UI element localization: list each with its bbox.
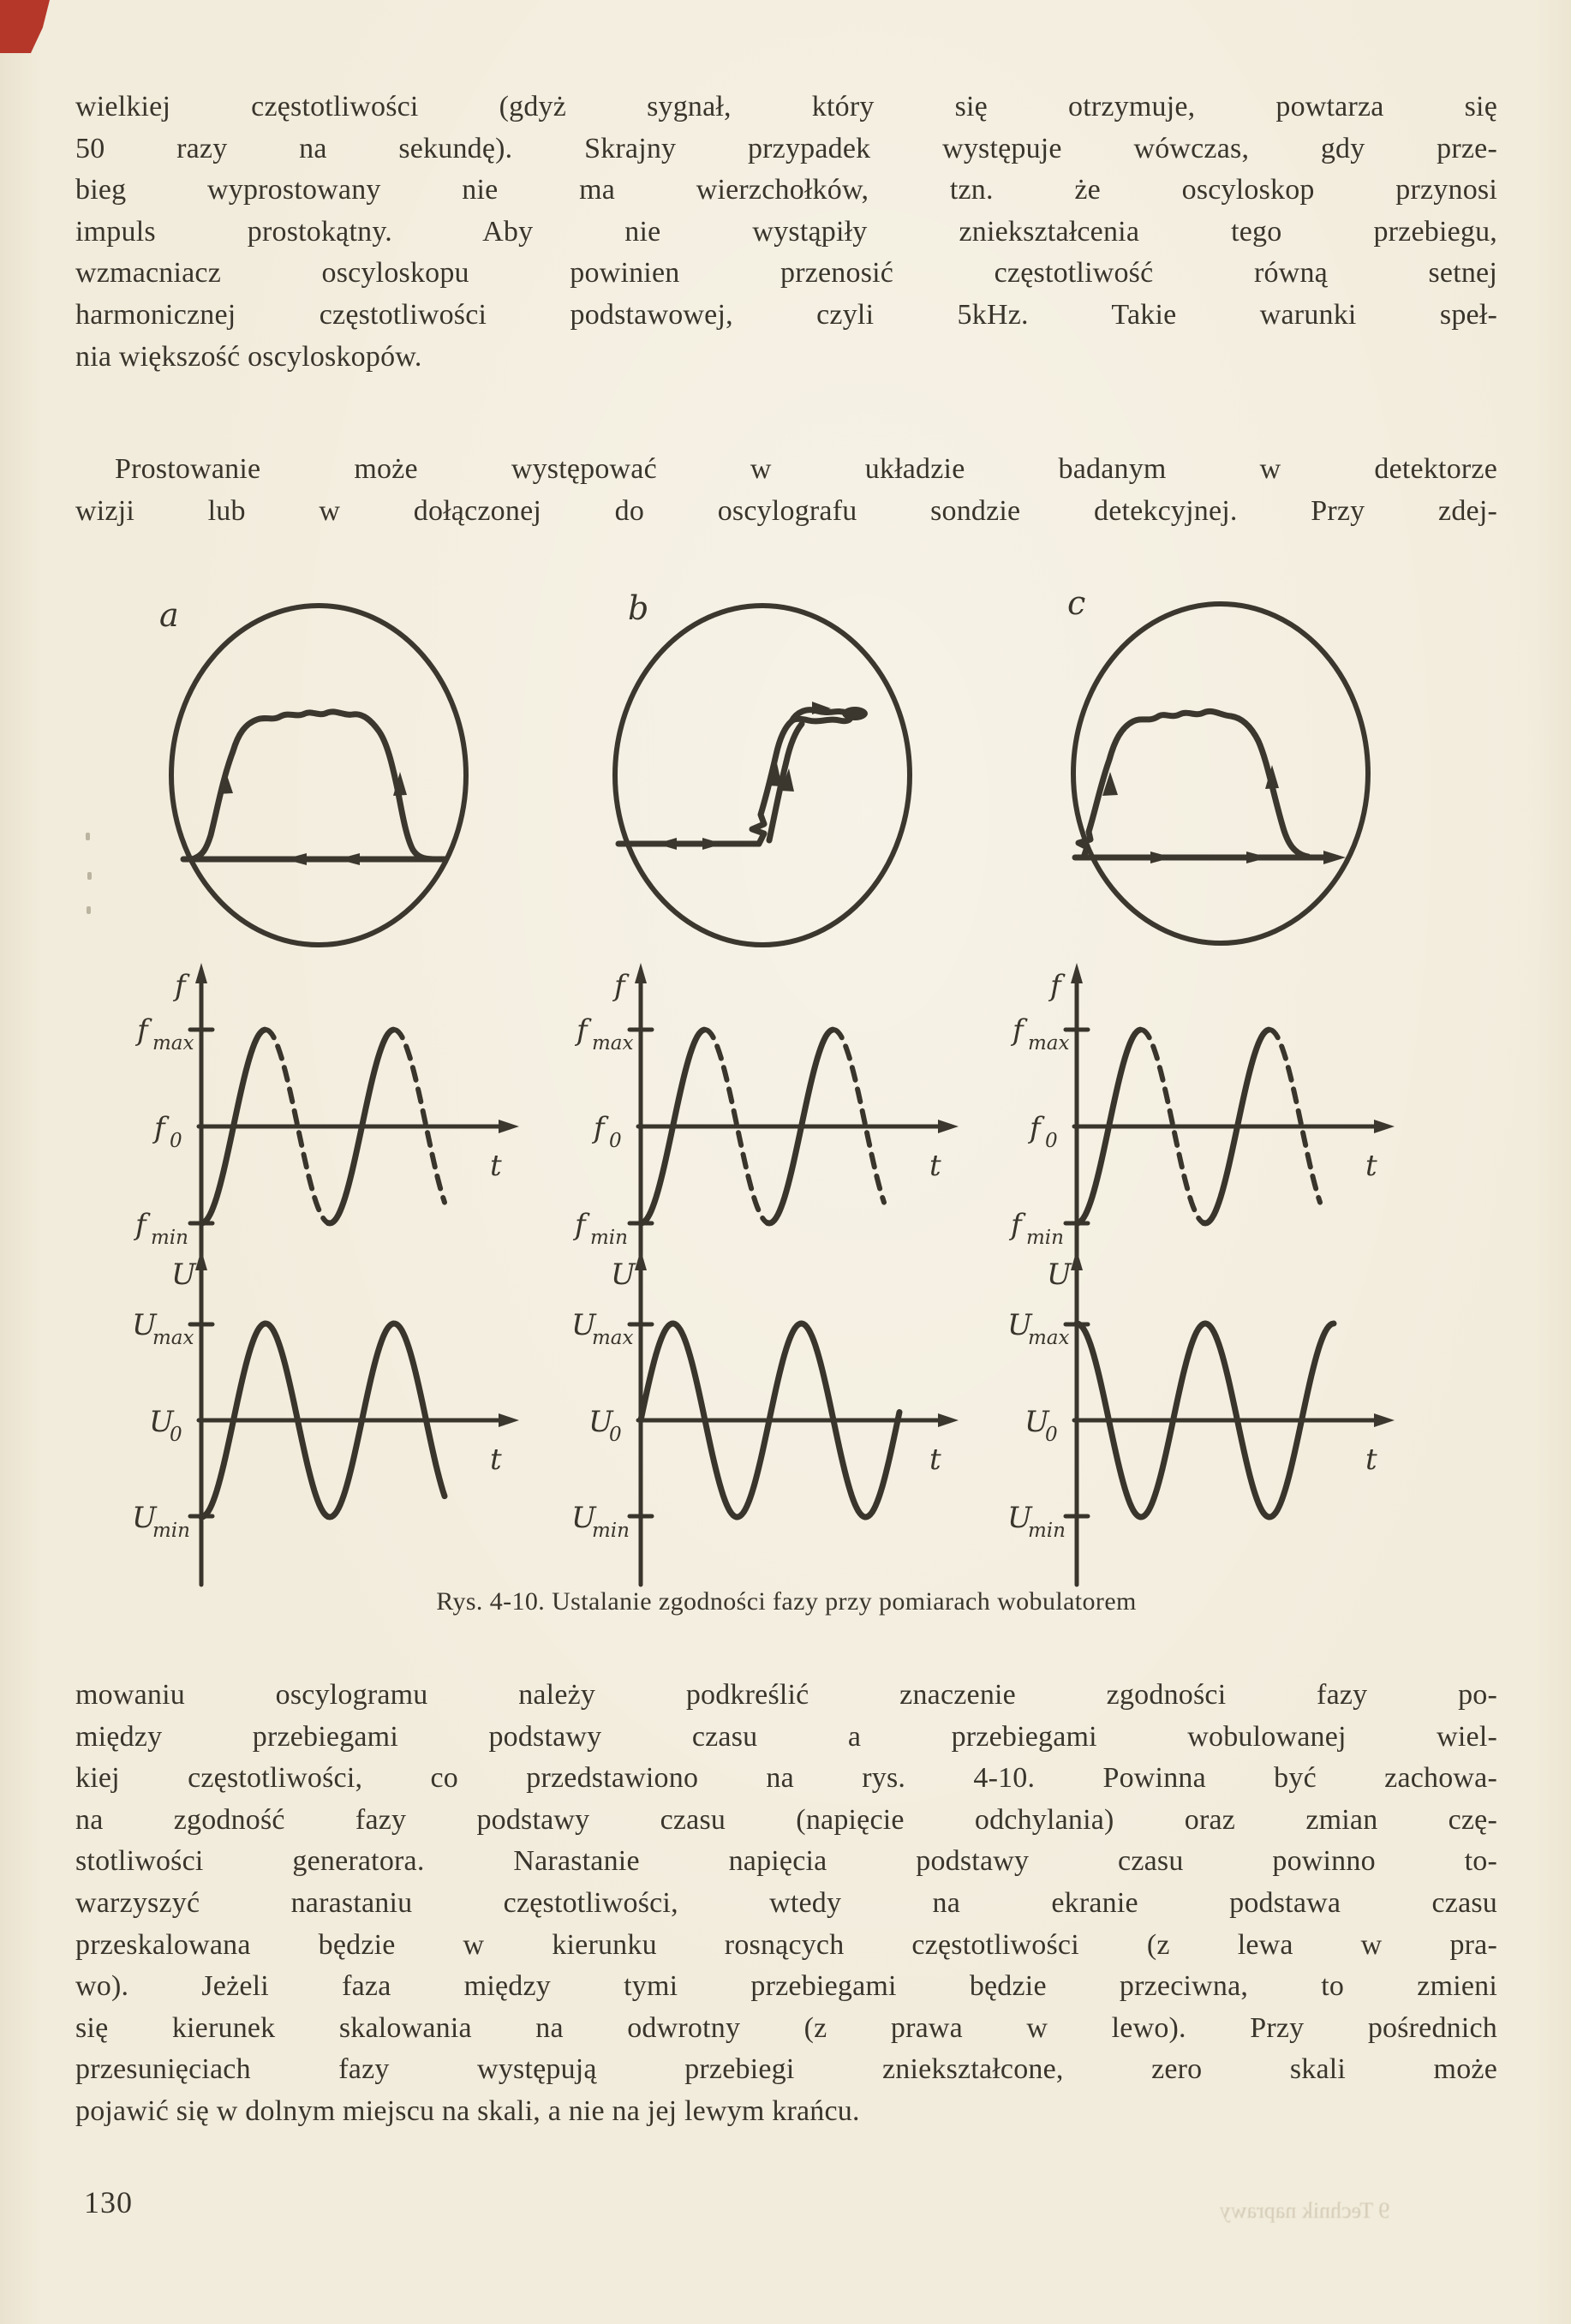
- t-axis-label: t: [1365, 1149, 1377, 1183]
- u0-sub: 0: [170, 1424, 182, 1446]
- sweep-arrow-right-icon: [702, 838, 723, 850]
- text-line: wizji lub w dołączonej do oscylografu sondzie detekcyjnej. Przy zdej-: [75, 494, 1497, 527]
- u-axis-label: U: [611, 1258, 636, 1292]
- fmax-sub: max: [152, 1032, 194, 1054]
- page-number: 130: [84, 2185, 133, 2219]
- wave-falling-segment: [393, 1030, 445, 1203]
- t-axis-label: t: [929, 1149, 941, 1183]
- paragraph-1: [75, 87, 1497, 378]
- figure-caption: Rys. 4-10. Ustalanie zgodności fazy przy pomiarach wobulatorem: [436, 1587, 1137, 1616]
- umax-label: U: [1007, 1308, 1032, 1342]
- text-line: bieg wyprostowany nie ma wierzchołków, tzn. że oscyloskop przynosi: [75, 174, 1497, 206]
- umax-label: U: [571, 1308, 596, 1342]
- umin-label: U: [1007, 1501, 1032, 1535]
- fmin-sub: min: [151, 1227, 188, 1249]
- wave-falling-segment: [833, 1030, 884, 1203]
- t-axis-label: t: [929, 1443, 941, 1477]
- text-line: przesunięciach fazy występują przebiegi zniekształcone, zero skali może: [75, 2053, 1497, 2086]
- wave-falling-segment: [393, 1323, 445, 1497]
- text-line: kiej częstotliwości, co przedstawiono na rys. 4-10. Powinna być zachowa-: [75, 1762, 1497, 1795]
- u0-sub: 0: [609, 1424, 622, 1446]
- fmin-label: f: [1011, 1208, 1022, 1242]
- axes: [190, 1250, 519, 1585]
- ink-speck: [87, 906, 91, 914]
- axes: [630, 963, 959, 1293]
- text-line: impuls prostokątny. Aby nie wystąpiły zniekształcenia tego przebiegu,: [75, 215, 1497, 248]
- printers-mark-bleedthrough: 9 Technik naprawy: [1219, 2198, 1390, 2223]
- fmin-sub: min: [1026, 1227, 1064, 1249]
- paragraph-3: [75, 1675, 1497, 2133]
- screen-baseline: [618, 721, 791, 844]
- paragraph-2: [75, 449, 1497, 532]
- panel-label-b: b: [628, 589, 649, 627]
- text-line: między przebiegami podstawy czasu a przebiegami wobulowanej wiel-: [75, 1720, 1497, 1753]
- u-axis-label: U: [171, 1258, 196, 1292]
- text-line: wielkiej częstotliwości (gdyż sygnał, który się otrzymuje, powtarza się: [75, 91, 1497, 122]
- f0-sub: 0: [170, 1130, 182, 1152]
- u0-label: U: [1024, 1405, 1049, 1439]
- f0-sub: 0: [1045, 1130, 1058, 1152]
- fmax-label: f: [576, 1013, 588, 1048]
- umax-sub: max: [152, 1327, 194, 1349]
- sweep-arrow-right-icon: [1246, 851, 1269, 863]
- text-line: nia większość oscyloskopów.: [75, 340, 422, 373]
- umin-sub: min: [152, 1520, 190, 1542]
- panel-label-a: a: [159, 596, 179, 634]
- f0-sub: 0: [609, 1130, 622, 1152]
- screen-outline: [171, 606, 466, 945]
- oscilloscope-screen-c: [1041, 585, 1401, 971]
- fmin-label: f: [575, 1208, 586, 1242]
- ink-speck: [86, 833, 90, 840]
- text-line: na zgodność fazy podstawy czasu (napięcie odchylania) oraz zmian czę-: [75, 1803, 1497, 1836]
- umin-sub: min: [592, 1520, 630, 1542]
- text-line: się kierunek skalowania na odwrotny (z prawa w lewo). Przy pośrednich: [75, 2011, 1497, 2044]
- f0-label: f: [1030, 1111, 1041, 1145]
- text-line: mowaniu oscylogramu należy podkreślić znaczenie zgodności fazy po-: [75, 1679, 1497, 1711]
- text-line: wzmacniacz oscyloskopu powinien przenosić częstotliwość równą setnej: [75, 257, 1497, 290]
- u0-sub: 0: [1045, 1424, 1058, 1446]
- text-line: przeskalowana będzie w kierunku rosnących częstotliwości (z lewa w pra-: [75, 1928, 1497, 1961]
- sweep-arrow-left-icon: [337, 853, 360, 865]
- text-line: pojawić się w dolnym miejscu na skali, a nie na jej lewym krańcu.: [75, 2094, 860, 2127]
- baseline-end-arrow-icon: [1323, 851, 1346, 864]
- ink-speck: [87, 872, 92, 880]
- t-axis-label: t: [1365, 1443, 1377, 1477]
- f-axis-label: f: [175, 969, 186, 1003]
- fmax-sub: max: [592, 1032, 634, 1054]
- umin-label: U: [132, 1501, 157, 1535]
- t-axis-label: t: [490, 1443, 502, 1477]
- fmax-sub: max: [1028, 1032, 1070, 1054]
- u-t-graph-b: [568, 1246, 971, 1589]
- axes: [1066, 1250, 1395, 1585]
- sweep-arrow-left-icon: [656, 838, 677, 850]
- text-line: Prostowanie może występować w układzie badanym w detektorze: [115, 453, 1497, 485]
- edge-arrow-up-icon: [218, 770, 233, 794]
- f-axis-label: f: [614, 969, 625, 1003]
- umin-label: U: [571, 1501, 596, 1535]
- f0-label: f: [594, 1111, 605, 1145]
- screen-outline: [1073, 604, 1368, 943]
- axes: [1066, 963, 1395, 1293]
- text-line: wo). Jeżeli faza między tymi przebiegami będzie przeciwna, to zmieni: [75, 1970, 1497, 2003]
- sweep-arrow-right-icon: [1150, 851, 1173, 863]
- fmax-label: f: [137, 1013, 148, 1048]
- u-axis-label: U: [1047, 1258, 1072, 1292]
- f-axis-label: f: [1050, 969, 1061, 1003]
- t-axis-label: t: [490, 1149, 502, 1183]
- oscilloscope-screen-b: [582, 587, 942, 972]
- f0-label: f: [154, 1111, 165, 1145]
- umax-sub: max: [592, 1327, 634, 1349]
- axes: [190, 963, 519, 1293]
- text-line: 50 razy na sekundę). Skrajny przypadek występuje wówczas, gdy prze-: [75, 132, 1497, 164]
- u0-label: U: [588, 1405, 613, 1439]
- wave-rising-segment: [641, 1323, 672, 1420]
- text-line: stotliwości generatora. Narastanie napięcia podstawy czasu powinno to-: [75, 1845, 1497, 1878]
- scan-corner-red: [0, 0, 50, 53]
- wave-falling-segment: [1269, 1030, 1320, 1203]
- oscilloscope-screen-a: [139, 587, 499, 972]
- umax-label: U: [132, 1308, 157, 1342]
- u-t-graph-c: [1004, 1246, 1407, 1589]
- screen-outline: [615, 606, 910, 945]
- fmax-label: f: [1012, 1013, 1024, 1048]
- axes: [630, 1250, 959, 1585]
- umin-sub: min: [1028, 1520, 1066, 1542]
- umax-sub: max: [1028, 1327, 1070, 1349]
- fmin-label: f: [135, 1208, 146, 1242]
- fmin-sub: min: [590, 1227, 628, 1249]
- wave-rising-segment: [865, 1413, 899, 1518]
- text-line: warzyszyć narastaniu częstotliwości, wtedy na ekranie podstawa czasu: [75, 1886, 1497, 1919]
- trace-end-blob: [842, 707, 868, 720]
- panel-label-c: c: [1067, 584, 1086, 622]
- text-line: harmonicznej częstotliwości podstawowej, czyli 5kHz. Takie warunki speł-: [75, 298, 1497, 331]
- u-t-graph-a: [128, 1246, 531, 1589]
- sweep-arrow-left-icon: [284, 853, 307, 865]
- u0-label: U: [149, 1405, 174, 1439]
